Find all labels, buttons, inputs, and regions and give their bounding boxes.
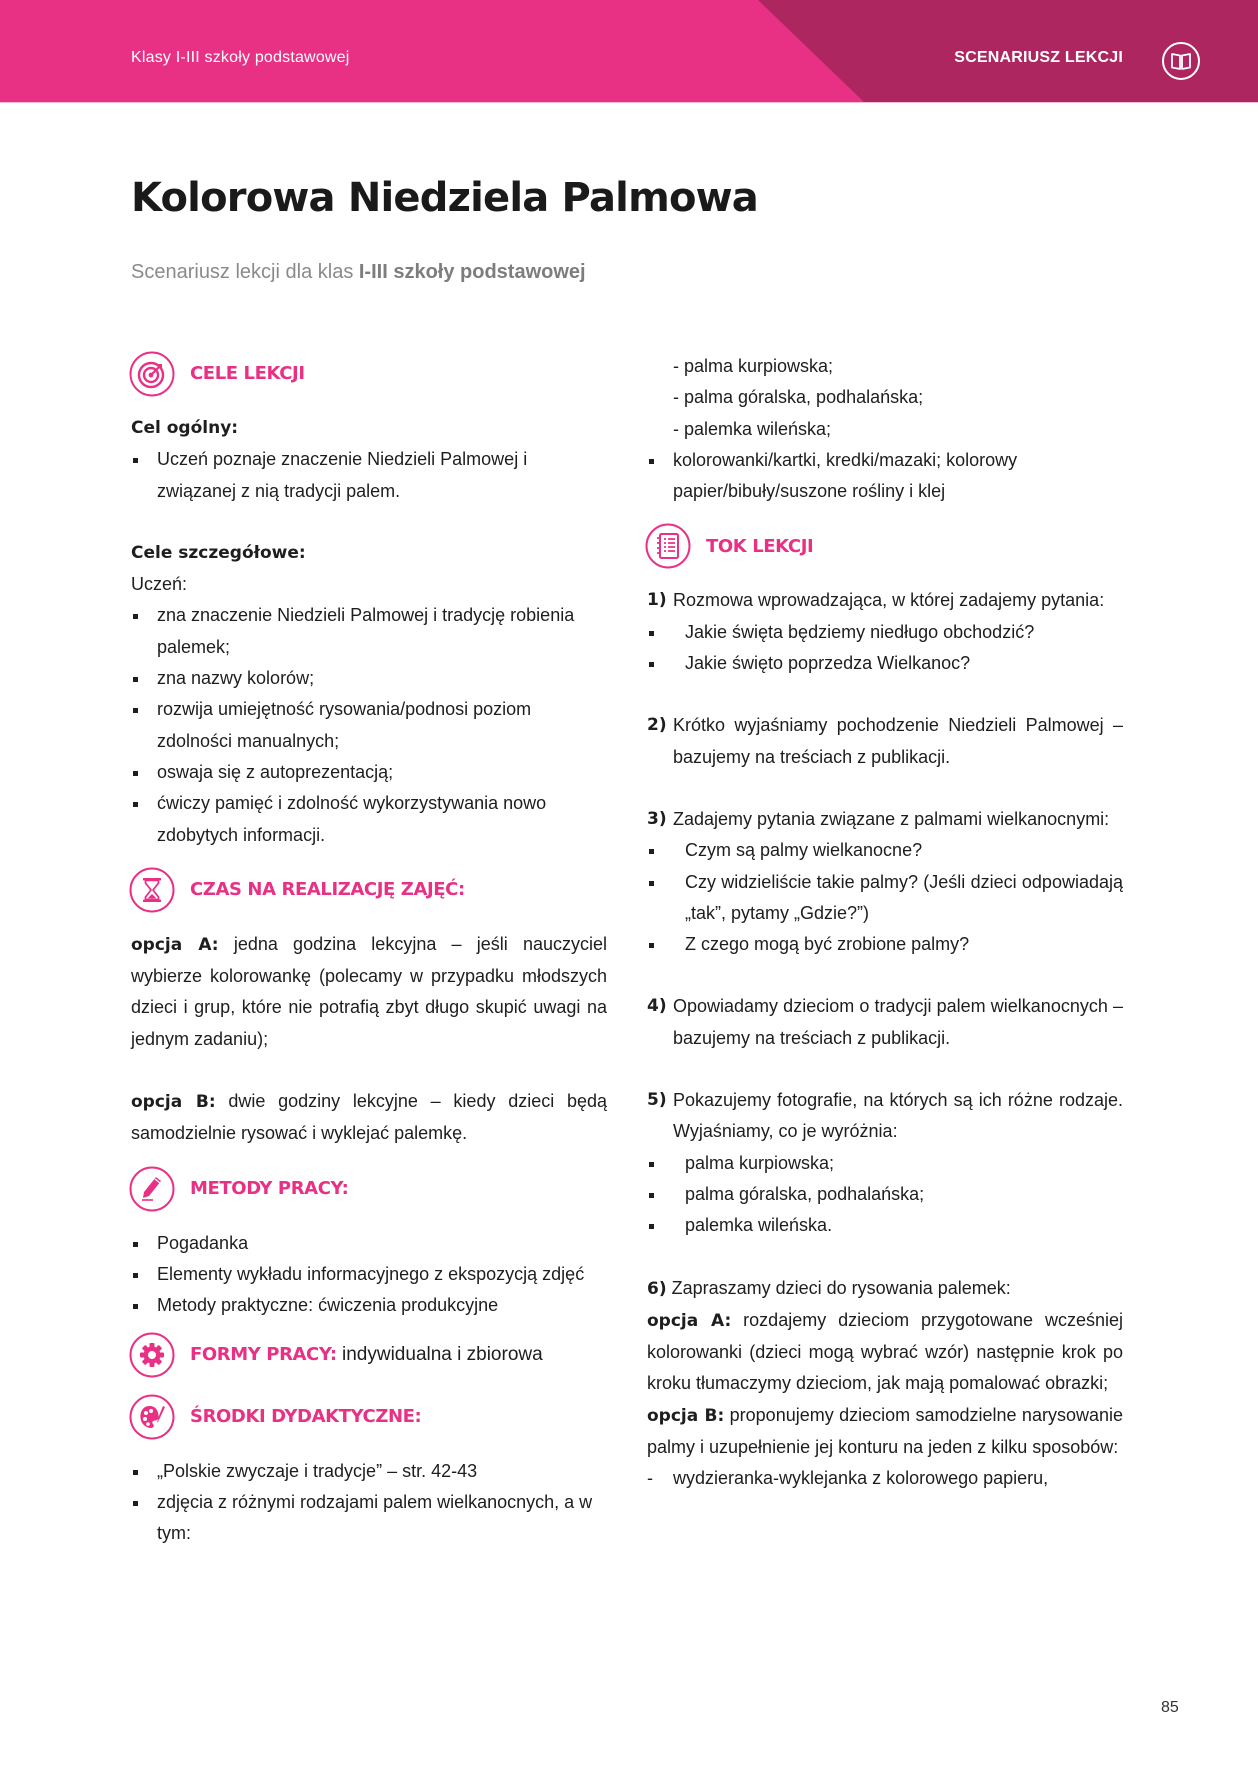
section-cele-header xyxy=(129,351,607,397)
list-item: Czy widzieliście takie palmy? (Jeśli dzieci odpowiadają „tak”, pytamy „Gdzie?”) xyxy=(647,867,1123,930)
palm-types-sublist xyxy=(647,351,1123,445)
step-5-palm-types xyxy=(647,1148,1123,1242)
subtitle-prefix: Scenariusz lekcji dla klas xyxy=(131,261,359,283)
list-item: Uczeń poznaje znaczenie Niedzieli Palmowej i związanej z nią tradycji palem. xyxy=(131,444,607,507)
section-metody-header xyxy=(129,1166,607,1212)
section-czas-header xyxy=(129,867,607,913)
section-czas-title: CZAS NA REALIZACJĘ ZAJĘĆ: xyxy=(190,879,465,901)
step-number: 1) xyxy=(647,590,667,611)
right-column xyxy=(647,351,1123,1495)
step-6-option-a xyxy=(647,1305,1123,1400)
pencil-icon xyxy=(129,1166,175,1212)
step-number: 5) xyxy=(647,1090,667,1111)
option-text: rozdajemy dzieciom przygotowane wcześniej kolorowanki (dzieci mogą wybrać wzór) następnie krok po kroku tłumaczymy dzieciom, jak mają pomalować obrazki; xyxy=(647,1309,1123,1394)
list-item: zdjęcia z różnymi rodzajami palem wielkanocnych, a w tym: xyxy=(131,1487,607,1550)
step-number: 2) xyxy=(647,715,667,736)
list-item: Elementy wykładu informacyjnego z ekspozycją zdjęć xyxy=(131,1259,607,1290)
left-column xyxy=(131,351,607,1549)
option-text: dwie godziny lekcyjne – kiedy dzieci będą samodzielnie rysować i wyklejać palemkę. xyxy=(131,1091,607,1144)
header-doc-type: SCENARIUSZ LEKCJI xyxy=(954,49,1123,66)
option-label: opcja B: xyxy=(131,1092,216,1113)
time-option-b xyxy=(131,1086,607,1150)
formy-heading: FORMY PRACY: xyxy=(190,1343,337,1365)
step-6-option-b xyxy=(647,1400,1123,1464)
step-text: Opowiadamy dzieciom o tradycji palem wielkanocnych – bazujemy na treściach z publikacji. xyxy=(673,996,1123,1048)
gear-icon xyxy=(129,1332,175,1378)
section-formy-title xyxy=(190,1339,543,1370)
specific-goals-list xyxy=(131,600,607,850)
lesson-step-1 xyxy=(647,585,1123,616)
list-item: Jakie święto poprzedza Wielkanoc? xyxy=(647,648,1123,679)
sublist-item: - palemka wileńska; xyxy=(673,418,832,439)
lesson-step-2 xyxy=(647,710,1123,773)
general-goal-list xyxy=(131,444,607,507)
hourglass-icon xyxy=(129,867,175,913)
list-item: Z czego mogą być zrobione palmy? xyxy=(647,929,1123,960)
list-item: „Polskie zwyczaje i tradycje” – str. 42-43 xyxy=(131,1456,607,1487)
option-label: opcja A: xyxy=(647,1310,732,1331)
header-divider xyxy=(0,102,1258,103)
list-item: rozwija umiejętność rysowania/podnosi poziom zdolności manualnych; xyxy=(131,694,607,757)
notebook-icon xyxy=(645,523,691,569)
list-item: Metody praktyczne: ćwiczenia produkcyjne xyxy=(131,1290,607,1321)
formy-value: indywidualna i zbiorowa xyxy=(336,1343,543,1365)
step-text: Pokazujemy fotografie, na których są ich różne rodzaje. Wyjaśniamy, co je wyróżnia: xyxy=(673,1090,1123,1142)
section-formy-header xyxy=(129,1332,607,1378)
step-number: 4) xyxy=(647,996,667,1017)
step-1-questions xyxy=(647,617,1123,680)
subtitle-bold: I-III szkoły podstawowej xyxy=(358,261,586,283)
step-6-intro xyxy=(647,1273,1123,1305)
general-goal-label: Cel ogólny: xyxy=(131,418,239,438)
list-item: oswaja się z autoprezentacją; xyxy=(131,757,607,788)
specific-goals-label: Cele szczegółowe: xyxy=(131,542,306,563)
section-srodki-header xyxy=(129,1394,607,1440)
step-6-methods xyxy=(647,1463,1123,1494)
page-header xyxy=(0,0,1258,102)
step-text: Zapraszamy dzieci do rysowania palemek: xyxy=(666,1277,1011,1298)
palette-icon xyxy=(129,1394,175,1440)
section-tok-title: TOK LEKCJI xyxy=(706,535,814,557)
lesson-step-5 xyxy=(647,1085,1123,1148)
step-text: Rozmowa wprowadzająca, w której zadajemy pytania: xyxy=(673,590,1105,611)
list-item: Jakie święta będziemy niedługo obchodzić? xyxy=(647,617,1123,648)
open-book-icon xyxy=(1161,41,1201,81)
list-item: Pogadanka xyxy=(131,1228,607,1259)
step-number: 3) xyxy=(647,808,667,829)
option-label: opcja A: xyxy=(131,934,219,955)
methods-list xyxy=(131,1228,607,1322)
list-item: Czym są palmy wielkanocne? xyxy=(647,835,1123,866)
section-tok-header xyxy=(645,523,1123,569)
step-text: Krótko wyjaśniamy pochodzenie Niedzieli Palmowej – bazujemy na treściach z publikacji. xyxy=(673,715,1123,767)
step-3-questions xyxy=(647,835,1123,960)
lesson-step-4 xyxy=(647,991,1123,1054)
page-number: 85 xyxy=(1161,1699,1179,1716)
page-subtitle xyxy=(131,261,586,284)
step-number: 6) xyxy=(647,1278,667,1299)
section-metody-title: METODY PRACY: xyxy=(190,1177,349,1199)
list-item: palma góralska, podhalańska; xyxy=(647,1179,1123,1210)
section-cele-title: CELE LEKCJI xyxy=(190,363,305,385)
materials-list-continued xyxy=(647,445,1123,508)
section-srodki-title: ŚRODKI DYDAKTYCZNE: xyxy=(190,1405,422,1427)
list-item: - wydzieranka-wyklejanka z kolorowego papieru, xyxy=(647,1463,1123,1494)
list-item: palma kurpiowska; xyxy=(647,1148,1123,1179)
list-item: zna znaczenie Niedzieli Palmowej i tradycję robienia palemek; xyxy=(131,600,607,663)
lesson-step-6 xyxy=(647,1273,1123,1464)
sublist-item: - palma kurpiowska; xyxy=(673,356,834,376)
materials-list xyxy=(131,1456,607,1550)
list-item: zna nazwy kolorów; xyxy=(131,663,607,694)
page-title: Kolorowa Niedziela Palmowa xyxy=(131,175,758,221)
list-item: ćwiczy pamięć i zdolność wykorzystywania nowo zdobytych informacji. xyxy=(131,788,607,851)
step-text: Zadajemy pytania związane z palmami wielkanocnymi: xyxy=(673,808,1110,829)
specific-goals-intro: Uczeń: xyxy=(131,574,188,595)
option-label: opcja B: xyxy=(647,1405,725,1426)
header-category: Klasy I-III szkoły podstawowej xyxy=(131,49,350,66)
time-option-a xyxy=(131,929,607,1055)
lesson-step-3 xyxy=(647,804,1123,835)
list-item: kolorowanki/kartki, kredki/mazaki; kolorowy papier/bibuły/suszone rośliny i klej xyxy=(647,445,1123,508)
option-text: jedna godzina lekcyjna – jeśli nauczyciel wybierze kolorowankę (polecamy w przypadku młodszych dzieci i grup, które nie potrafią zbyt długo skupić uwagi na jednym zadaniu); xyxy=(131,933,607,1049)
option-text: proponujemy dzieciom samodzielne narysowanie palmy i uzupełnienie jej konturu na jeden z kilku sposobów: xyxy=(647,1404,1123,1458)
sublist-item: - palma góralska, podhalańska; xyxy=(673,387,924,408)
target-icon xyxy=(129,351,175,397)
list-item: palemka wileńska. xyxy=(647,1210,1123,1241)
